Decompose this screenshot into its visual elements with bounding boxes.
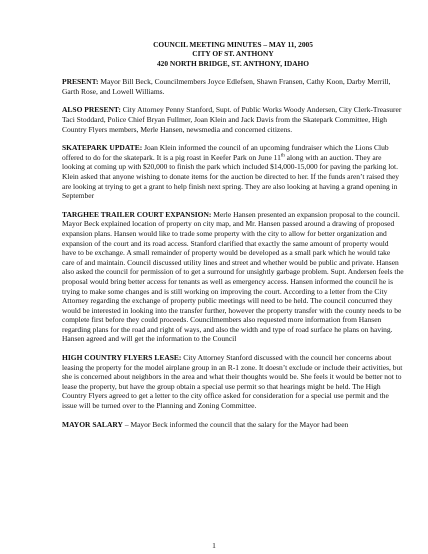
- targhee-text: Merle Hansen presented an expansion proposal to the council. Mayor Beck explained location of property on city map, and Mr. Hansen passed around a drawing of proposed expansion plans. Hansen would like to trade some property with the city to allow for better organization and expansion of the court and its road access. Stanford clarified that exactly the same amount of property would have to be exchange. A small remainder of property would be developed as a small park which he would take care of and maintain. Council discussed utility lines and street and whether would be public and private. Hansen also asked the council for permission of to get a surround for unsightly garbage problem. Supt. Andersen feels the proposal would bring better access for tenants as well as emergency access. Hansen informed the council he is trying to make some changes and is still working on improving the court. According to a letter from the City Attorney regarding the exchange of property public meetings will need to be held. The council concurred they would be interested in looking into the transfer further, however the property transfer with the county needs to be complete first before they could proceeds. Councilmembers also requested more information from Hansen regarding plans for the road and right of ways, and also the width and type of road surface he plans on having. Hansen agreed and will get the information to the Council: [62, 209, 404, 344]
- flyers-text: City Attorney Stanford discussed with the council her concerns about leasing the property for the model airplane group in an R-1 zone. It doesn’t exclude or include their activities, but she is concerned about neighbors in the area and what their thoughts would be. She feels it would be better not to lease the property, but have the group obtain a special use permit so that hearings might be held. The High Country Flyers agreed to get a letter to the city office asked for consideration for a special use permit and the issue will be turned over to the Planning and Zoning Committee.: [62, 353, 403, 411]
- skatepark-ordinal-superscript: th: [280, 153, 285, 159]
- skatepark-text-before: Joan Klein informed the council of an upcoming fundraiser which the Lions Club offered to do for the skatepark. It is a pig roast in Keefer Park on June 11: [62, 143, 389, 162]
- present-paragraph: [62, 77, 404, 96]
- present-text: Mayor Bill Beck, Councilmembers Joyce Edlefsen, Shawn Fransen, Cathy Koon, Darby Merrill, Garth Rose, and Lowell Williams.: [62, 77, 391, 96]
- targhee-label: TARGHEE TRAILER COURT EXPANSION:: [62, 209, 212, 219]
- page-number: 1: [212, 541, 216, 550]
- skatepark-text-after: along with an auction. They are looking at coming up with $20,000 to finish the park which included $14,000-15,000 for paving the parking lot. Klein asked that anyone wishing to donate items for the auction be directed to her. If the funds aren’t raised they are looking at trying to get a grant to help finish next spring. They are also looking at having a grand opening in September: [62, 152, 400, 201]
- skatepark-paragraph: [62, 143, 404, 201]
- mayor-salary-text: – Mayor Beck informed the council that the salary for the Mayor had been: [122, 419, 349, 429]
- skatepark-label: SKATEPARK UPDATE:: [62, 143, 143, 153]
- flyers-paragraph: [62, 353, 404, 411]
- flyers-label: HIGH COUNTRY FLYERS LEASE:: [62, 353, 182, 363]
- document-header: [62, 40, 404, 68]
- present-label: PRESENT:: [62, 77, 99, 87]
- header-title: COUNCIL MEETING MINUTES – MAY 11, 2005: [153, 40, 313, 49]
- also-present-text: City Attorney Penny Stanford, Supt. of Public Works Woody Andersen, City Clerk-Treasurer Taci Stoddard, Police Chief Bryan Fullmer, Joan Klein and Jack Davis from the Skatepark Committee, High Country Flyers members, Merle Hansen, newsmedia and concerned citizens.: [62, 105, 402, 134]
- mayor-salary-label: MAYOR SALARY: [62, 419, 123, 429]
- targhee-paragraph: [62, 210, 404, 344]
- also-present-paragraph: [62, 105, 404, 134]
- mayor-salary-paragraph: [62, 420, 404, 430]
- header-address: 420 NORTH BRIDGE, ST. ANTHONY, IDAHO: [156, 58, 310, 68]
- header-city: CITY OF ST. ANTHONY: [192, 49, 274, 59]
- also-present-label: ALSO PRESENT:: [62, 105, 121, 115]
